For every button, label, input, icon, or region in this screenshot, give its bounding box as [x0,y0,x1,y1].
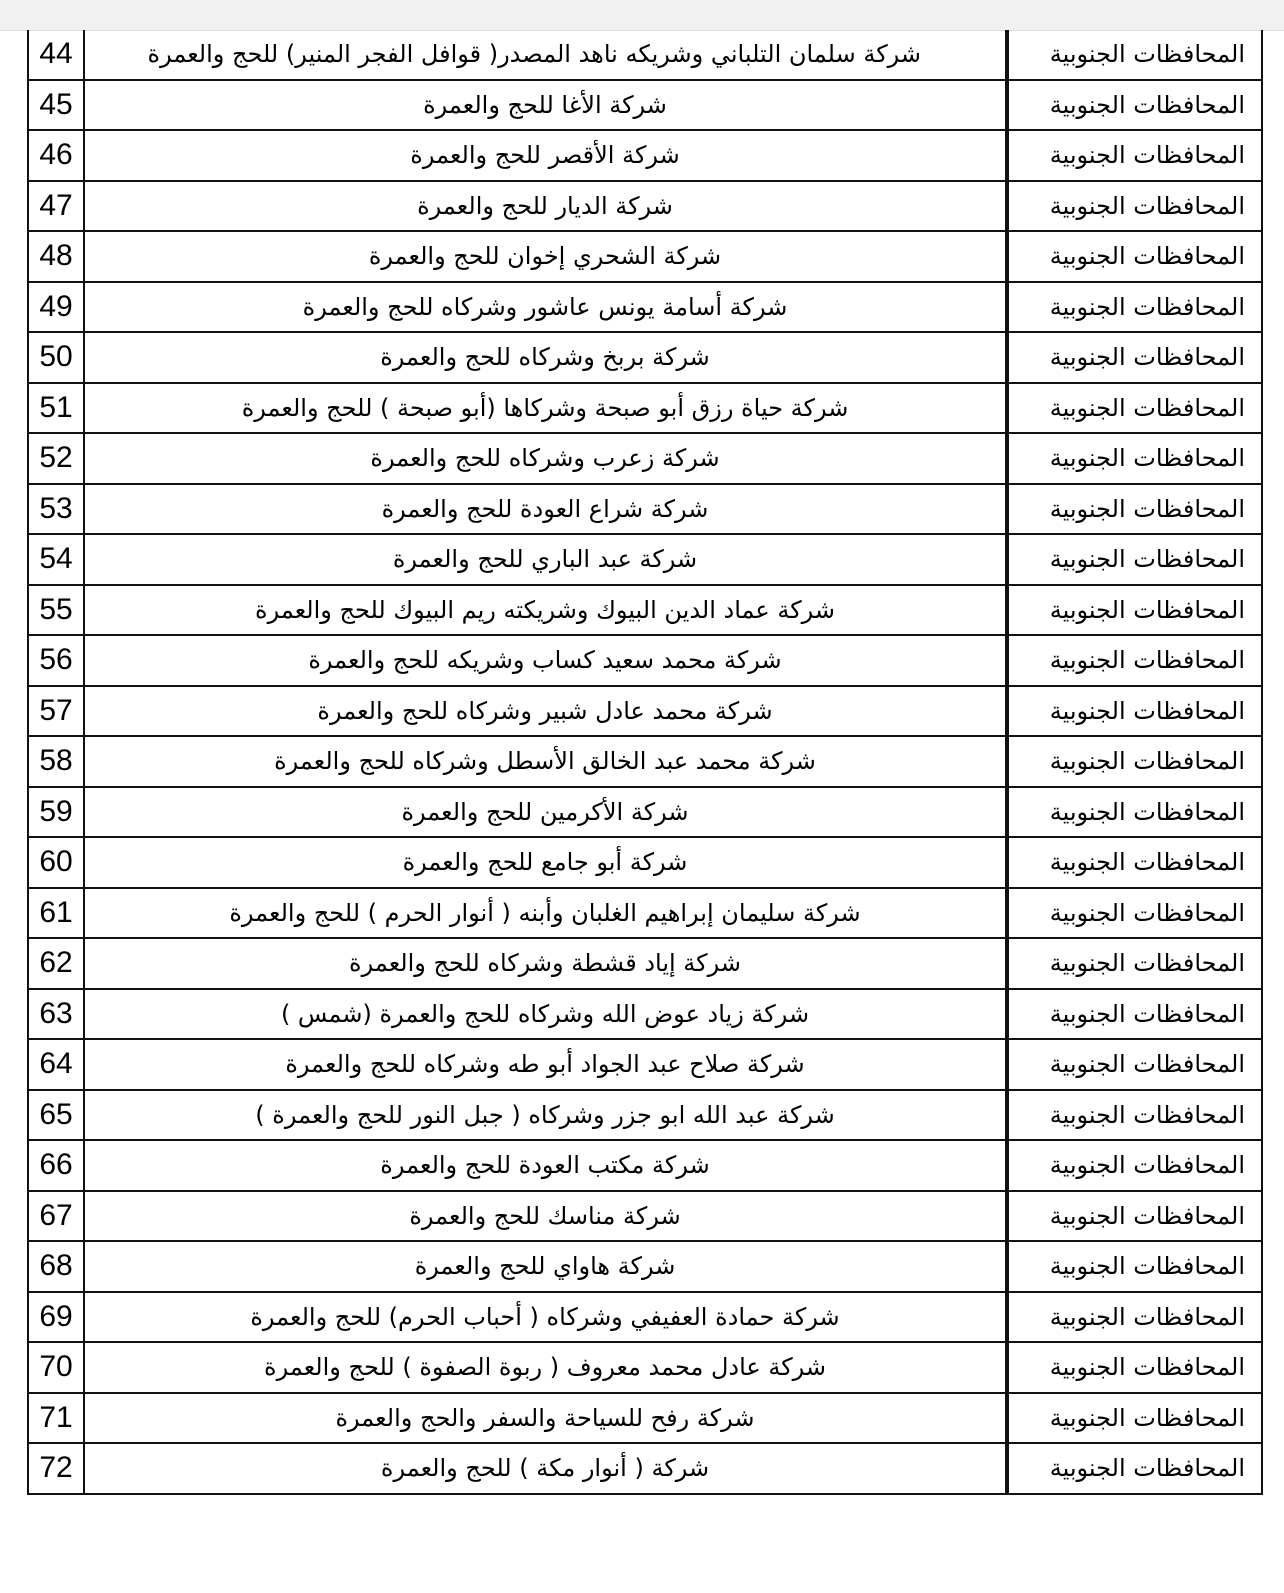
table-row [28,1191,1262,1242]
governorate: المحافظات الجنوبية [1007,1039,1262,1090]
company-name: شركة مكتب العودة للحج والعمرة [84,1140,1007,1191]
table-row [28,332,1262,383]
table-row [28,989,1262,1040]
governorate: المحافظات الجنوبية [1007,80,1262,131]
table-row [28,1090,1262,1141]
row-number: 50 [28,332,84,383]
company-name: شركة زعرب وشركاه للحج والعمرة [84,433,1007,484]
table-row [28,1292,1262,1343]
governorate: المحافظات الجنوبية [1007,1140,1262,1191]
row-number: 49 [28,282,84,333]
table-row [28,585,1262,636]
row-number: 55 [28,585,84,636]
governorate: المحافظات الجنوبية [1007,686,1262,737]
row-number: 58 [28,736,84,787]
governorate: المحافظات الجنوبية [1007,1342,1262,1393]
row-number: 71 [28,1393,84,1444]
governorate: المحافظات الجنوبية [1007,787,1262,838]
row-number: 62 [28,938,84,989]
company-name: شركة إياد قشطة وشركاه للحج والعمرة [84,938,1007,989]
company-name: شركة الأكرمين للحج والعمرة [84,787,1007,838]
governorate: المحافظات الجنوبية [1007,1241,1262,1292]
table-row [28,383,1262,434]
table-row [28,635,1262,686]
governorate: المحافظات الجنوبية [1007,282,1262,333]
governorate: المحافظات الجنوبية [1007,989,1262,1040]
row-number: 47 [28,181,84,232]
company-name: شركة شراع العودة للحج والعمرة [84,484,1007,535]
row-number: 67 [28,1191,84,1242]
table-row [28,1443,1262,1494]
company-name: شركة الأغا للحج والعمرة [84,80,1007,131]
table-row [28,888,1262,939]
row-number: 53 [28,484,84,535]
governorate: المحافظات الجنوبية [1007,585,1262,636]
governorate: المحافظات الجنوبية [1007,433,1262,484]
governorate: المحافظات الجنوبية [1007,1393,1262,1444]
company-name: شركة زياد عوض الله وشركاه للحج والعمرة (شمس ) [84,989,1007,1040]
row-number: 46 [28,130,84,181]
row-number: 45 [28,80,84,131]
table-row [28,736,1262,787]
company-name: شركة محمد سعيد كساب وشريكه للحج والعمرة [84,635,1007,686]
company-name: شركة حمادة العفيفي وشركاه ( أحباب الحرم) للحج والعمرة [84,1292,1007,1343]
governorate: المحافظات الجنوبية [1007,635,1262,686]
row-number: 72 [28,1443,84,1494]
governorate: المحافظات الجنوبية [1007,332,1262,383]
governorate: المحافظات الجنوبية [1007,383,1262,434]
row-number: 51 [28,383,84,434]
companies-table-body [28,30,1262,1494]
table-row [28,686,1262,737]
table-row [28,231,1262,282]
companies-table [27,30,1263,1495]
row-number: 61 [28,888,84,939]
governorate: المحافظات الجنوبية [1007,181,1262,232]
company-name: شركة الديار للحج والعمرة [84,181,1007,232]
table-row [28,1342,1262,1393]
company-name: شركة مناسك للحج والعمرة [84,1191,1007,1242]
row-number: 65 [28,1090,84,1141]
document-top-edge [0,0,1284,31]
row-number: 56 [28,635,84,686]
row-number: 70 [28,1342,84,1393]
company-name: شركة الأقصر للحج والعمرة [84,130,1007,181]
table-row [28,938,1262,989]
table-row [28,1140,1262,1191]
table-row [28,130,1262,181]
governorate: المحافظات الجنوبية [1007,938,1262,989]
table-row [28,282,1262,333]
row-number: 68 [28,1241,84,1292]
governorate: المحافظات الجنوبية [1007,837,1262,888]
governorate: المحافظات الجنوبية [1007,30,1262,80]
table-row [28,80,1262,131]
company-name: شركة أبو جامع للحج والعمرة [84,837,1007,888]
table-row [28,433,1262,484]
row-number: 66 [28,1140,84,1191]
company-name: شركة سلمان التلباني وشريكه ناهد المصدر( قوافل الفجر المنير) للحج والعمرة [84,30,1007,80]
table-row [28,181,1262,232]
table-row [28,534,1262,585]
row-number: 60 [28,837,84,888]
row-number: 64 [28,1039,84,1090]
governorate: المحافظات الجنوبية [1007,231,1262,282]
company-name: شركة محمد عبد الخالق الأسطل وشركاه للحج والعمرة [84,736,1007,787]
governorate: المحافظات الجنوبية [1007,130,1262,181]
company-name: شركة الشحري إخوان للحج والعمرة [84,231,1007,282]
company-name: شركة عبد الباري للحج والعمرة [84,534,1007,585]
table-row [28,837,1262,888]
governorate: المحافظات الجنوبية [1007,1292,1262,1343]
company-name: شركة عبد الله ابو جزر وشركاه ( جبل النور للحج والعمرة ) [84,1090,1007,1141]
company-name: شركة ( أنوار مكة ) للحج والعمرة [84,1443,1007,1494]
table-row [28,1241,1262,1292]
table-row [28,30,1262,80]
table-row [28,1393,1262,1444]
company-name: شركة أسامة يونس عاشور وشركاه للحج والعمرة [84,282,1007,333]
governorate: المحافظات الجنوبية [1007,484,1262,535]
table-row [28,787,1262,838]
governorate: المحافظات الجنوبية [1007,1443,1262,1494]
row-number: 54 [28,534,84,585]
company-name: شركة عماد الدين البيوك وشريكته ريم البيوك للحج والعمرة [84,585,1007,636]
company-name: شركة عادل محمد معروف ( ربوة الصفوة ) للحج والعمرة [84,1342,1007,1393]
company-name: شركة هاواي للحج والعمرة [84,1241,1007,1292]
row-number: 69 [28,1292,84,1343]
row-number: 57 [28,686,84,737]
company-name: شركة بربخ وشركاه للحج والعمرة [84,332,1007,383]
governorate: المحافظات الجنوبية [1007,534,1262,585]
row-number: 52 [28,433,84,484]
company-name: شركة رفح للسياحة والسفر والحج والعمرة [84,1393,1007,1444]
governorate: المحافظات الجنوبية [1007,1191,1262,1242]
governorate: المحافظات الجنوبية [1007,888,1262,939]
company-name: شركة محمد عادل شبير وشركاه للحج والعمرة [84,686,1007,737]
governorate: المحافظات الجنوبية [1007,736,1262,787]
row-number: 48 [28,231,84,282]
company-name: شركة حياة رزق أبو صبحة وشركاها (أبو صبحة ) للحج والعمرة [84,383,1007,434]
row-number: 44 [28,30,84,80]
governorate: المحافظات الجنوبية [1007,1090,1262,1141]
company-name: شركة صلاح عبد الجواد أبو طه وشركاه للحج والعمرة [84,1039,1007,1090]
table-row [28,1039,1262,1090]
row-number: 63 [28,989,84,1040]
company-name: شركة سليمان إبراهيم الغلبان وأبنه ( أنوار الحرم ) للحج والعمرة [84,888,1007,939]
row-number: 59 [28,787,84,838]
table-row [28,484,1262,535]
